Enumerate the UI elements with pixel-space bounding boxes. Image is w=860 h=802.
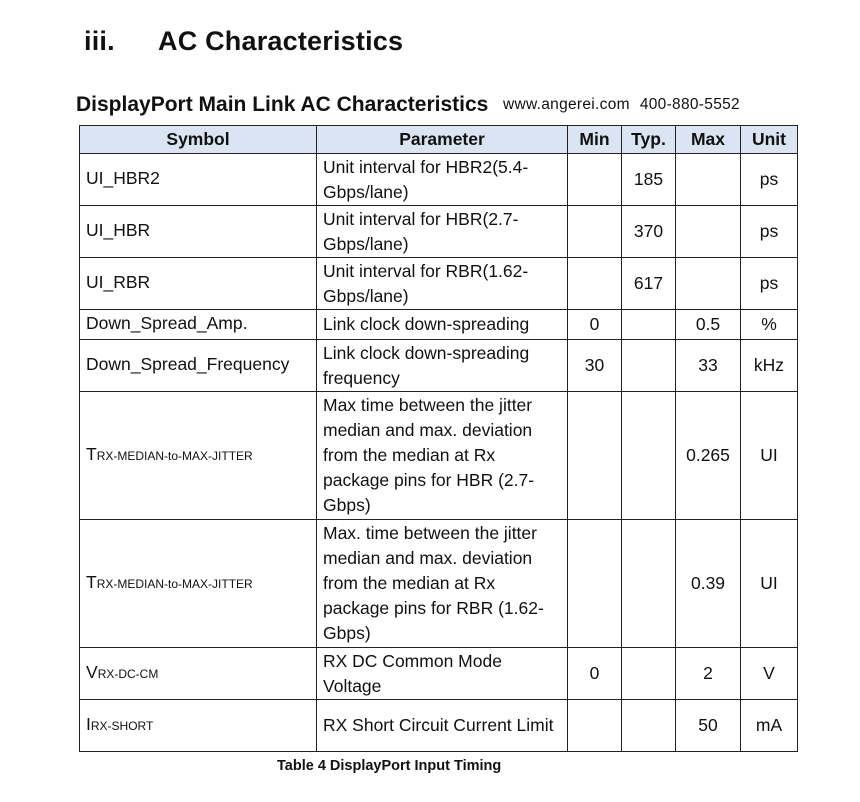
symbol-subscript: RX-MEDIAN-to-MAX-JITTER (96, 449, 253, 463)
table-caption: Table 4 DisplayPort Input Timing (277, 758, 502, 774)
section-title: AC Characteristics (158, 26, 404, 56)
unit-cell: ps (741, 206, 798, 258)
max-cell (676, 206, 741, 258)
website-text: www.angerei.com (503, 96, 630, 113)
typ-cell (622, 340, 676, 392)
ac-characteristics-table (79, 125, 798, 752)
min-cell: 30 (568, 340, 622, 392)
parameter-cell: Unit interval for RBR(1.62-Gbps/lane) (317, 258, 568, 310)
max-cell (676, 154, 741, 206)
unit-cell: ps (741, 154, 798, 206)
symbol-main: T (86, 572, 97, 592)
min-cell (568, 258, 622, 310)
typ-cell: 185 (622, 154, 676, 206)
column-header: Unit (741, 126, 798, 154)
min-cell (568, 392, 622, 520)
table-title: DisplayPort Main Link AC Characteristics (76, 93, 489, 116)
max-cell (676, 258, 741, 310)
min-cell (568, 700, 622, 752)
typ-cell (622, 520, 676, 648)
parameter-cell: Unit interval for HBR(2.7-Gbps/lane) (317, 206, 568, 258)
parameter-cell: Max. time between the jitter median and max. deviation from the median at Rx package pins for RBR (1.62-Gbps) (317, 520, 568, 648)
unit-cell: UI (741, 520, 798, 648)
symbol-main: I (86, 714, 91, 734)
table-row (80, 340, 798, 392)
table-row (80, 310, 798, 340)
table-row (80, 520, 798, 648)
table-row (80, 700, 798, 752)
column-header: Typ. (622, 126, 676, 154)
section-heading (84, 26, 403, 57)
table-row (80, 648, 798, 700)
symbol-subscript: RX-MEDIAN-to-MAX-JITTER (96, 577, 253, 591)
parameter-cell: RX DC Common Mode Voltage (317, 648, 568, 700)
max-cell: 0.5 (676, 310, 741, 340)
max-cell: 50 (676, 700, 741, 752)
max-cell: 0.39 (676, 520, 741, 648)
parameter-cell: Unit interval for HBR2(5.4-Gbps/lane) (317, 154, 568, 206)
parameter-cell: RX Short Circuit Current Limit (317, 700, 568, 752)
table-row (80, 206, 798, 258)
parameter-cell: Max time between the jitter median and max. deviation from the median at Rx package pins for HBR (2.7-Gbps) (317, 392, 568, 520)
parameter-cell: Link clock down-spreading (317, 310, 568, 340)
table-row (80, 258, 798, 310)
symbol-cell (80, 206, 317, 258)
symbol-main: UI_HBR2 (86, 168, 160, 188)
typ-cell: 617 (622, 258, 676, 310)
symbol-cell (80, 154, 317, 206)
min-cell (568, 206, 622, 258)
typ-cell (622, 392, 676, 520)
unit-cell: % (741, 310, 798, 340)
phone-text: 400-880-5552 (639, 96, 740, 113)
symbol-subscript: RX-SHORT (90, 719, 154, 733)
symbol-subscript: RX-DC-CM (97, 667, 159, 681)
symbol-cell (80, 520, 317, 648)
symbol-cell (80, 340, 317, 392)
parameter-cell: Link clock down-spreading frequency (317, 340, 568, 392)
column-header: Symbol (80, 126, 317, 154)
symbol-main: V (86, 662, 98, 682)
column-header: Max (676, 126, 741, 154)
typ-cell: 370 (622, 206, 676, 258)
symbol-main: UI_RBR (86, 272, 151, 292)
max-cell: 33 (676, 340, 741, 392)
typ-cell (622, 310, 676, 340)
typ-cell (622, 648, 676, 700)
unit-cell: ps (741, 258, 798, 310)
symbol-cell (80, 648, 317, 700)
contact-watermark (503, 96, 740, 114)
max-cell: 0.265 (676, 392, 741, 520)
min-cell: 0 (568, 648, 622, 700)
symbol-main: Down_Spread_Frequency (86, 354, 290, 374)
symbol-cell (80, 700, 317, 752)
column-header: Min (568, 126, 622, 154)
table-header-row (80, 126, 798, 154)
min-cell (568, 520, 622, 648)
symbol-cell (80, 310, 317, 340)
symbol-cell (80, 392, 317, 520)
symbol-main: T (86, 444, 97, 464)
unit-cell: UI (741, 392, 798, 520)
unit-cell: V (741, 648, 798, 700)
table-row (80, 392, 798, 520)
section-number: iii. (84, 26, 115, 56)
column-header: Parameter (317, 126, 568, 154)
typ-cell (622, 700, 676, 752)
symbol-cell (80, 258, 317, 310)
table-row (80, 154, 798, 206)
min-cell: 0 (568, 310, 622, 340)
max-cell: 2 (676, 648, 741, 700)
symbol-main: Down_Spread_Amp. (86, 313, 248, 333)
unit-cell: kHz (741, 340, 798, 392)
unit-cell: mA (741, 700, 798, 752)
min-cell (568, 154, 622, 206)
symbol-main: UI_HBR (86, 220, 151, 240)
